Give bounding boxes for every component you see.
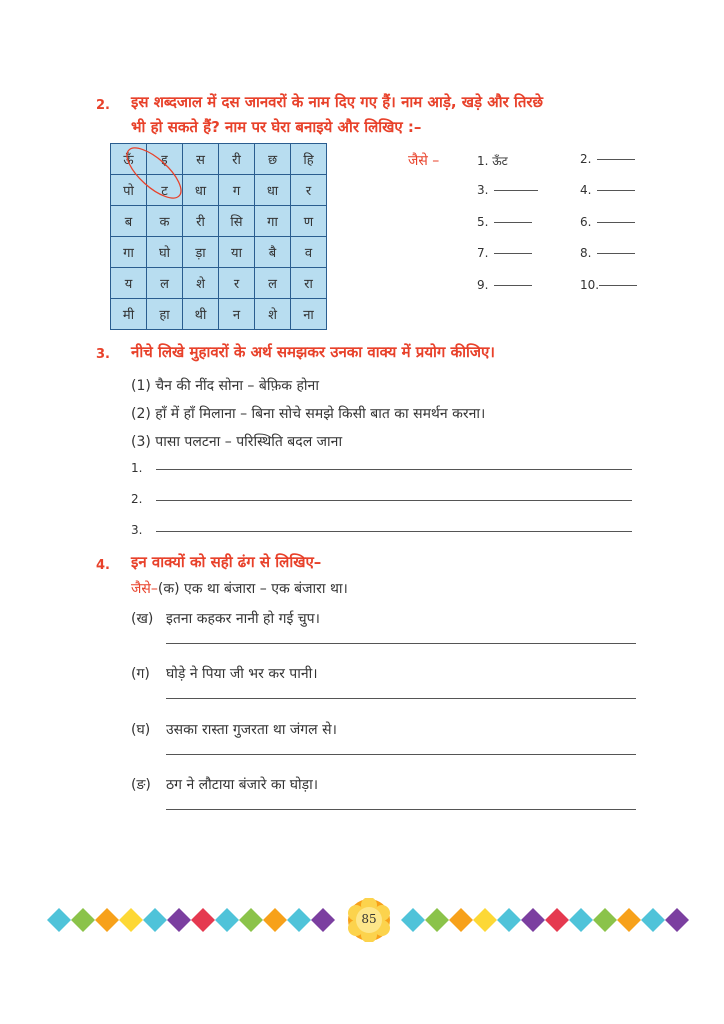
- answer-blank[interactable]: [597, 190, 635, 191]
- idiom-3: (3) पासा पलटना – परिस्थिति बदल जाना: [131, 434, 343, 450]
- diamond-shape: [641, 908, 665, 932]
- grid-row: [111, 299, 327, 330]
- grid-cell[interactable]: शे: [255, 299, 291, 330]
- example-label: जैसे–: [131, 581, 158, 597]
- example-label: जैसे –: [408, 153, 440, 169]
- diamond-row-right: [401, 908, 689, 932]
- answer-8: 8.: [580, 246, 635, 260]
- example-sentence: [131, 579, 348, 598]
- diamond-shape: [311, 908, 335, 932]
- sentence-blank-3-label: 3.: [131, 523, 143, 537]
- sentence-blank-3[interactable]: [156, 531, 632, 532]
- answer-5: 5.: [477, 215, 532, 229]
- diamond-shape: [545, 908, 569, 932]
- grid-cell[interactable]: री: [219, 144, 255, 175]
- diamond-shape: [239, 908, 263, 932]
- answer-6: 6.: [580, 215, 635, 229]
- grid-cell[interactable]: ब: [111, 206, 147, 237]
- item-gha-label: (घ): [131, 722, 151, 738]
- answer-blank[interactable]: [599, 285, 637, 286]
- question-2-line-1: इस शब्दजाल में दस जानवरों के नाम दिए गए हैं। नाम आड़े, खड़े और तिरछे: [131, 93, 544, 111]
- item-nga-text: ठग ने लौटाया बंजारे का घोड़ा।: [166, 777, 319, 793]
- diamond-shape: [95, 908, 119, 932]
- grid-cell[interactable]: बै: [255, 237, 291, 268]
- diamond-shape: [497, 908, 521, 932]
- item-ga-label: (ग): [131, 666, 150, 682]
- grid-cell[interactable]: ल: [255, 268, 291, 299]
- diamond-shape: [521, 908, 545, 932]
- diamond-shape: [191, 908, 215, 932]
- diamond-shape: [665, 908, 689, 932]
- grid-cell[interactable]: मी: [111, 299, 147, 330]
- diamond-shape: [215, 908, 239, 932]
- diamond-shape: [47, 908, 71, 932]
- question-2-text: [131, 90, 651, 140]
- answer-9: 9.: [477, 278, 532, 292]
- grid-cell[interactable]: सि: [219, 206, 255, 237]
- page-number: 85: [361, 912, 377, 926]
- grid-cell[interactable]: रा: [291, 268, 327, 299]
- sentence-blank-2[interactable]: [156, 500, 632, 501]
- grid-cell[interactable]: री: [183, 206, 219, 237]
- diamond-shape: [449, 908, 473, 932]
- answer-blank[interactable]: [494, 190, 538, 191]
- grid-cell[interactable]: र: [219, 268, 255, 299]
- item-nga-blank[interactable]: [166, 809, 636, 810]
- answer-10: 10.: [580, 278, 637, 292]
- question-4-heading: इन वाक्यों को सही ढंग से लिखिए–: [131, 553, 322, 571]
- grid-cell[interactable]: व: [291, 237, 327, 268]
- answer-blank[interactable]: [597, 253, 635, 254]
- idiom-1: (1) चैन की नींद सोना – बेफ़िक होना: [131, 378, 319, 394]
- diamond-shape: [425, 908, 449, 932]
- grid-cell[interactable]: ण: [291, 206, 327, 237]
- answer-blank[interactable]: [494, 222, 532, 223]
- item-kha-blank[interactable]: [166, 643, 636, 644]
- question-3-heading: नीचे लिखे मुहावरों के अर्थ समझकर उनका वाक्य में प्रयोग कीजिए।: [131, 343, 495, 361]
- grid-cell[interactable]: ग: [219, 175, 255, 206]
- sentence-blank-1[interactable]: [156, 469, 632, 470]
- grid-cell[interactable]: धा: [183, 175, 219, 206]
- answer-blank[interactable]: [494, 253, 532, 254]
- question-3-number: 3.: [96, 347, 110, 362]
- item-nga-label: (ङ): [131, 777, 151, 793]
- answer-2: 2.: [580, 152, 635, 166]
- grid-cell[interactable]: हा: [147, 299, 183, 330]
- answer-blank[interactable]: [494, 285, 532, 286]
- diamond-shape: [473, 908, 497, 932]
- grid-cell[interactable]: छ: [255, 144, 291, 175]
- question-2-number: 2.: [96, 98, 110, 113]
- diamond-shape: [287, 908, 311, 932]
- item-kha-label: (ख): [131, 611, 154, 627]
- diamond-row-left: [47, 908, 335, 932]
- diamond-shape: [593, 908, 617, 932]
- item-gha-text: उसका रास्ता गुजरता था जंगल से।: [166, 722, 337, 738]
- question-2-line-2: भी हो सकते हैं? नाम पर घेरा बनाइये और लिखिए :–: [131, 118, 422, 136]
- grid-cell[interactable]: थी: [183, 299, 219, 330]
- answer-blank[interactable]: [597, 159, 635, 160]
- grid-cell[interactable]: गा: [111, 237, 147, 268]
- diamond-shape: [143, 908, 167, 932]
- answer-1: 1. ऊँट: [477, 154, 508, 168]
- grid-cell[interactable]: ल: [147, 268, 183, 299]
- answer-4: 4.: [580, 183, 635, 197]
- grid-cell[interactable]: गा: [255, 206, 291, 237]
- grid-cell[interactable]: र: [291, 175, 327, 206]
- answer-7: 7.: [477, 246, 532, 260]
- grid-cell[interactable]: धा: [255, 175, 291, 206]
- question-4-number: 4.: [96, 558, 110, 573]
- diamond-shape: [71, 908, 95, 932]
- diamond-shape: [617, 908, 641, 932]
- grid-cell[interactable]: स: [183, 144, 219, 175]
- grid-cell[interactable]: शे: [183, 268, 219, 299]
- grid-cell[interactable]: इ: [147, 144, 183, 175]
- answer-circle-highlight: [110, 143, 220, 213]
- diamond-shape: [167, 908, 191, 932]
- item-ga-text: घोड़े ने पिया जी भर कर पानी।: [166, 666, 318, 682]
- grid-cell[interactable]: घो: [147, 237, 183, 268]
- grid-cell[interactable]: क: [147, 206, 183, 237]
- grid-cell[interactable]: हि: [291, 144, 327, 175]
- grid-cell[interactable]: या: [219, 237, 255, 268]
- grid-cell[interactable]: ऊँ: [111, 144, 147, 175]
- diamond-shape: [119, 908, 143, 932]
- answer-3: 3.: [477, 183, 538, 197]
- grid-cell[interactable]: ना: [291, 299, 327, 330]
- grid-row: [111, 268, 327, 299]
- grid-cell[interactable]: न: [219, 299, 255, 330]
- grid-cell[interactable]: ट: [147, 175, 183, 206]
- sentence-blank-2-label: 2.: [131, 492, 143, 506]
- grid-cell[interactable]: ड़ा: [183, 237, 219, 268]
- answer-blank[interactable]: [597, 222, 635, 223]
- idiom-2: (2) हाँ में हाँ मिलाना – बिना सोचे समझे किसी बात का समर्थन करना।: [131, 406, 486, 422]
- diamond-shape: [263, 908, 287, 932]
- sentence-blank-1-label: 1.: [131, 461, 143, 475]
- item-kha-text: इतना कहकर नानी हो गई चुप।: [166, 611, 320, 627]
- item-ga-blank[interactable]: [166, 698, 636, 699]
- diamond-shape: [401, 908, 425, 932]
- example-text: (क) एक था बंजारा – एक बंजारा था।: [157, 581, 348, 597]
- item-gha-blank[interactable]: [166, 754, 636, 755]
- grid-row: [111, 237, 327, 268]
- diamond-shape: [569, 908, 593, 932]
- grid-cell[interactable]: य: [111, 268, 147, 299]
- grid-cell[interactable]: पो: [111, 175, 147, 206]
